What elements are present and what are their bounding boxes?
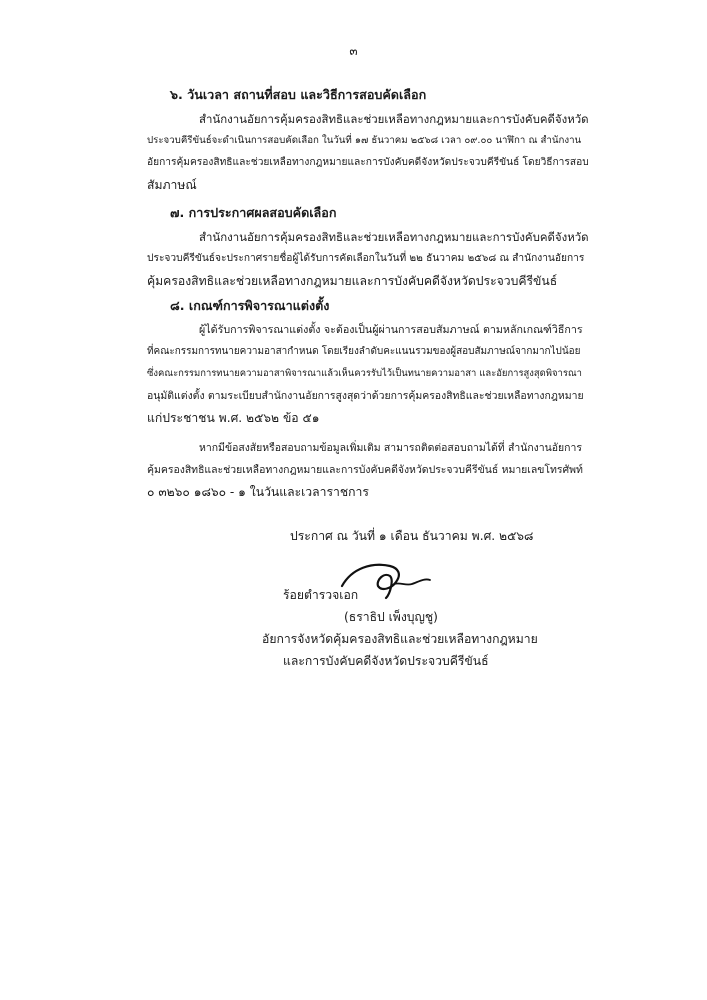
- section-7-line-3: คุ้มครองสิทธิและช่วยเหลือทางกฎหมายและการบังคับคดีจังหวัดประจวบคีรีขันธ์: [147, 274, 558, 288]
- section-6-line-1: สำนักงานอัยการคุ้มครองสิทธิและช่วยเหลือทางกฎหมายและการบังคับคดีจังหวัด: [199, 112, 589, 126]
- section-6-line-3: อัยการคุ้มครองสิทธิและช่วยเหลือทางกฎหมายและการบังคับคดีจังหวัดประจวบคีรีขันธ์ โดยวิธีการสอบ: [147, 157, 589, 168]
- section-6-line-2: ประจวบคีรีขันธ์จะดำเนินการสอบคัดเลือก ในวันที่ ๑๗ ธันวาคม ๒๕๖๘ เวลา ๐๙.๐๐ นาฬิกา ณ สำนักงาน: [147, 135, 582, 146]
- section-8-line-1: ผู้ได้รับการพิจารณาแต่งตั้ง จะต้องเป็นผู้ผ่านการสอบสัมภาษณ์ ตามหลักเกณฑ์วิธีการ: [199, 323, 583, 336]
- section-8-line-3: ซึ่งคณะกรรมการทนายความอาสาพิจารณาแล้วเห็นควรรับไว้เป็นทนายความอาสา และอัยการสูงสุดพิจารณา: [147, 368, 582, 379]
- signatory-position-line-1: อัยการจังหวัดคุ้มครองสิทธิและช่วยเหลือทางกฎหมาย: [262, 632, 538, 646]
- contact-line-1: หากมีข้อสงสัยหรือสอบถามข้อมูลเพิ่มเติม สามารถติดต่อสอบถามได้ที่ สำนักงานอัยการ: [199, 442, 582, 454]
- signatory-name: (ธราธิป เพ็งบุญชู): [344, 610, 438, 624]
- section-7-heading: ๗. การประกาศผลสอบคัดเลือก: [170, 205, 337, 220]
- signatory-position-line-2: และการบังคับคดีจังหวัดประจวบคีรีขันธ์: [283, 654, 489, 668]
- section-8-line-2: ที่คณะกรรมการทนายความอาสากำหนด โดยเรียงลำดับคะแนนรวมของผู้สอบสัมภาษณ์จากมากไปน้อย: [147, 346, 581, 357]
- section-8-line-5: แก่ประชาชน พ.ศ. ๒๕๖๒ ข้อ ๕๑: [147, 411, 320, 425]
- contact-line-3: ๐ ๓๒๖๐ ๑๘๖๐ - ๑ ในวันและเวลาราชการ: [147, 485, 369, 499]
- section-8-line-4: อนุมัติแต่งตั้ง ตามระเบียบสำนักงานอัยการสูงสุดว่าด้วยการคุ้มครองสิทธิและช่วยเหลือทางกฎหมาย: [147, 390, 584, 402]
- contact-line-2: คุ้มครองสิทธิและช่วยเหลือทางกฎหมายและการบังคับคดีจังหวัดประจวบคีรีขันธ์ หมายเลขโทรศัพท์: [147, 464, 583, 476]
- section-6-heading: ๖. วันเวลา สถานที่สอบ และวิธีการสอบคัดเลือก: [170, 87, 427, 102]
- section-7-line-2: ประจวบคีรีขันธ์จะประกาศรายชื่อผู้ได้รับการคัดเลือกในวันที่ ๒๒ ธันวาคม ๒๕๖๘ ณ สำนักงานอัยการ: [147, 253, 585, 264]
- section-7-line-1: สำนักงานอัยการคุ้มครองสิทธิและช่วยเหลือทางกฎหมายและการบังคับคดีจังหวัด: [199, 230, 589, 244]
- page-number: ๓: [349, 44, 358, 58]
- section-8-heading: ๘. เกณฑ์การพิจารณาแต่งตั้ง: [170, 298, 330, 313]
- announcement-date: ประกาศ ณ วันที่ ๑ เดือน ธันวาคม พ.ศ. ๒๕๖๘: [290, 529, 534, 543]
- section-6-line-4: สัมภาษณ์: [147, 178, 197, 192]
- signatory-rank: ร้อยตำรวจเอก: [283, 588, 359, 602]
